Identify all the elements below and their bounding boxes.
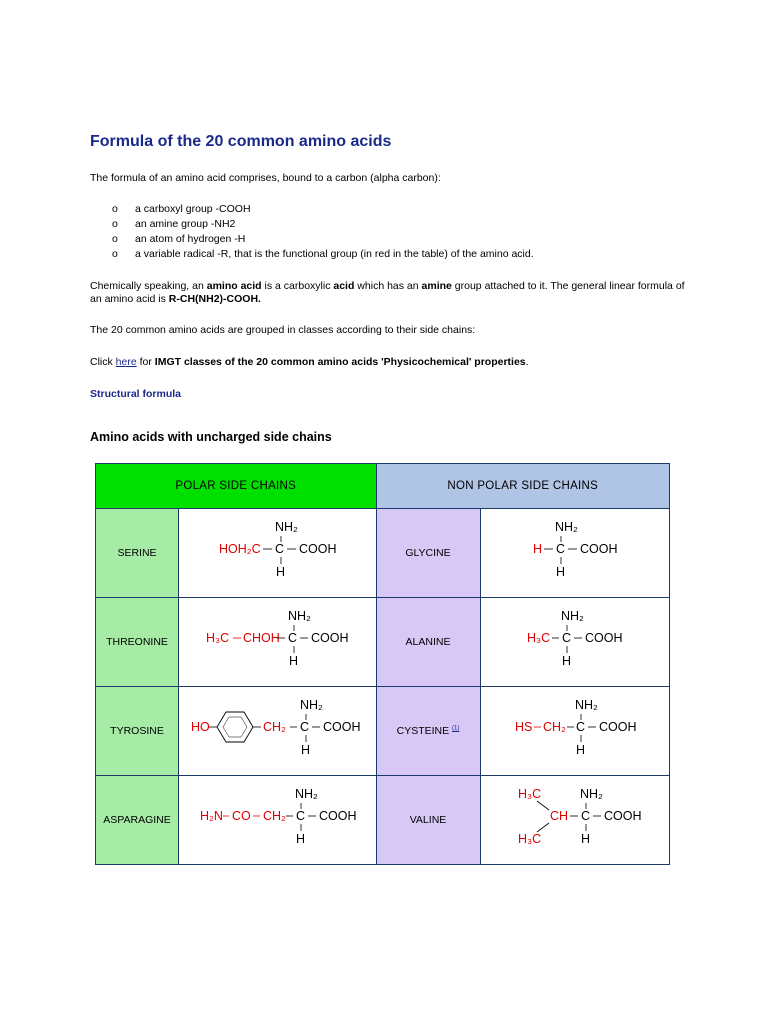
bullet-icon: o [112, 248, 118, 260]
svg-text:C: C [275, 542, 285, 556]
svg-text:H: H [301, 743, 311, 757]
polar-header: POLAR SIDE CHAINS [96, 464, 377, 509]
svg-text:CH₂: CH₂ [542, 720, 566, 734]
svg-text:COOH: COOH [311, 631, 349, 645]
page-title: Formula of the 20 common amino acids [90, 133, 392, 150]
svg-text:C: C [296, 809, 306, 823]
svg-text:COOH: COOH [323, 720, 361, 734]
component-list [112, 202, 534, 262]
section-heading: Amino acids with uncharged side chains [90, 430, 332, 444]
list-item: o an atom of hydrogen -H [112, 233, 246, 245]
svg-text:NH₂: NH₂ [295, 787, 319, 801]
svg-text:CH₂: CH₂ [263, 720, 287, 734]
chemical-definition: Chemically speaking, an amino acid is a carboxylic acid which has an amine group attached to it. The general linear formula of an amino acid is R-CH(NH2)-COOH. [90, 280, 685, 305]
glycine-formula [480, 509, 670, 598]
svg-text:H₃C: H₃C [206, 631, 230, 645]
svg-text:COOH: COOH [603, 809, 642, 823]
svg-text:HS: HS [514, 720, 533, 734]
svg-text:C: C [555, 542, 565, 556]
svg-text:H₃C: H₃C [517, 832, 541, 846]
amino-acid-name: GLYCINE [376, 509, 480, 598]
amino-acid-name: TYROSINE [96, 687, 179, 776]
amino-acid-table [95, 463, 670, 865]
svg-text:NH₂: NH₂ [560, 609, 584, 623]
table-header-row [96, 464, 670, 509]
svg-text:CO: CO [232, 809, 251, 823]
table-row [96, 598, 670, 687]
structural-formula-link[interactable]: Structural formula [90, 388, 182, 400]
cysteine-formula [480, 687, 670, 776]
here-link[interactable]: here [115, 356, 137, 368]
amino-acid-name: SERINE [96, 509, 179, 598]
svg-text:C: C [561, 631, 571, 645]
svg-text:H: H [289, 654, 299, 668]
svg-text:COOH: COOH [579, 542, 618, 556]
svg-text:H: H [580, 832, 590, 846]
svg-text:H: H [561, 654, 571, 668]
list-item: o a variable radical -R, that is the functional group (in red in the table) of the amino acid. [112, 248, 534, 260]
nonpolar-header: NON POLAR SIDE CHAINS [376, 464, 670, 509]
amino-acid-name: ASPARAGINE [96, 776, 179, 865]
svg-text:H₃C: H₃C [526, 631, 550, 645]
svg-text:COOH: COOH [299, 542, 337, 556]
svg-text:COOH: COOH [598, 720, 637, 734]
amino-acid-name: CYSTEINE $^{(1)}$ [376, 687, 480, 776]
svg-text:CH: CH [549, 809, 568, 823]
svg-text:CH₂: CH₂ [263, 809, 287, 823]
classes-text: The 20 common amino acids are grouped in classes according to their side chains: [90, 324, 476, 336]
svg-text:HOH₂C: HOH₂C [219, 542, 261, 556]
svg-text:H₂N: H₂N [200, 809, 224, 823]
amino-acid-name: VALINE [376, 776, 480, 865]
asparagine-formula [179, 776, 377, 865]
amino-acid-name: THREONINE [96, 598, 179, 687]
serine-formula [179, 509, 377, 598]
svg-text:COOH: COOH [319, 809, 357, 823]
amino-acid-name: ALANINE [376, 598, 480, 687]
click-here-text: Click here for IMGT classes of the 20 common amino acids 'Physicochemical' properties. [90, 356, 529, 368]
svg-text:C: C [575, 720, 585, 734]
table-row [96, 687, 670, 776]
bullet-icon: o [112, 233, 118, 245]
svg-text:C: C [580, 809, 590, 823]
svg-text:HO: HO [191, 720, 210, 734]
svg-text:NH₂: NH₂ [579, 787, 603, 801]
svg-text:H: H [555, 565, 565, 579]
threonine-formula [179, 598, 377, 687]
svg-text:NH₂: NH₂ [574, 698, 598, 712]
svg-text:H: H [296, 832, 306, 846]
svg-text:H: H [276, 565, 286, 579]
list-item: o a carboxyl group -COOH [112, 203, 251, 215]
footnote-link[interactable]: (1) [452, 725, 460, 732]
svg-text:NH₂: NH₂ [288, 609, 312, 623]
svg-text:H: H [532, 542, 542, 556]
svg-text:NH₂: NH₂ [554, 520, 578, 534]
alanine-formula [480, 598, 670, 687]
tyrosine-formula [179, 687, 377, 776]
bullet-icon: o [112, 218, 118, 230]
svg-text:H₃C: H₃C [517, 787, 541, 801]
table-row [96, 776, 670, 865]
svg-text:NH₂: NH₂ [300, 698, 324, 712]
bullet-icon: o [112, 203, 118, 215]
svg-text:C: C [288, 631, 298, 645]
svg-text:NH₂: NH₂ [275, 520, 299, 534]
svg-text:COOH: COOH [584, 631, 623, 645]
svg-text:H: H [575, 743, 585, 757]
valine-formula [480, 776, 670, 865]
svg-text:C: C [300, 720, 310, 734]
list-item: o an amine group -NH2 [112, 218, 236, 230]
intro-text: The formula of an amino acid comprises, bound to a carbon (alpha carbon): [90, 172, 441, 184]
svg-text:CHOH: CHOH [243, 631, 281, 645]
table-row [96, 509, 670, 598]
